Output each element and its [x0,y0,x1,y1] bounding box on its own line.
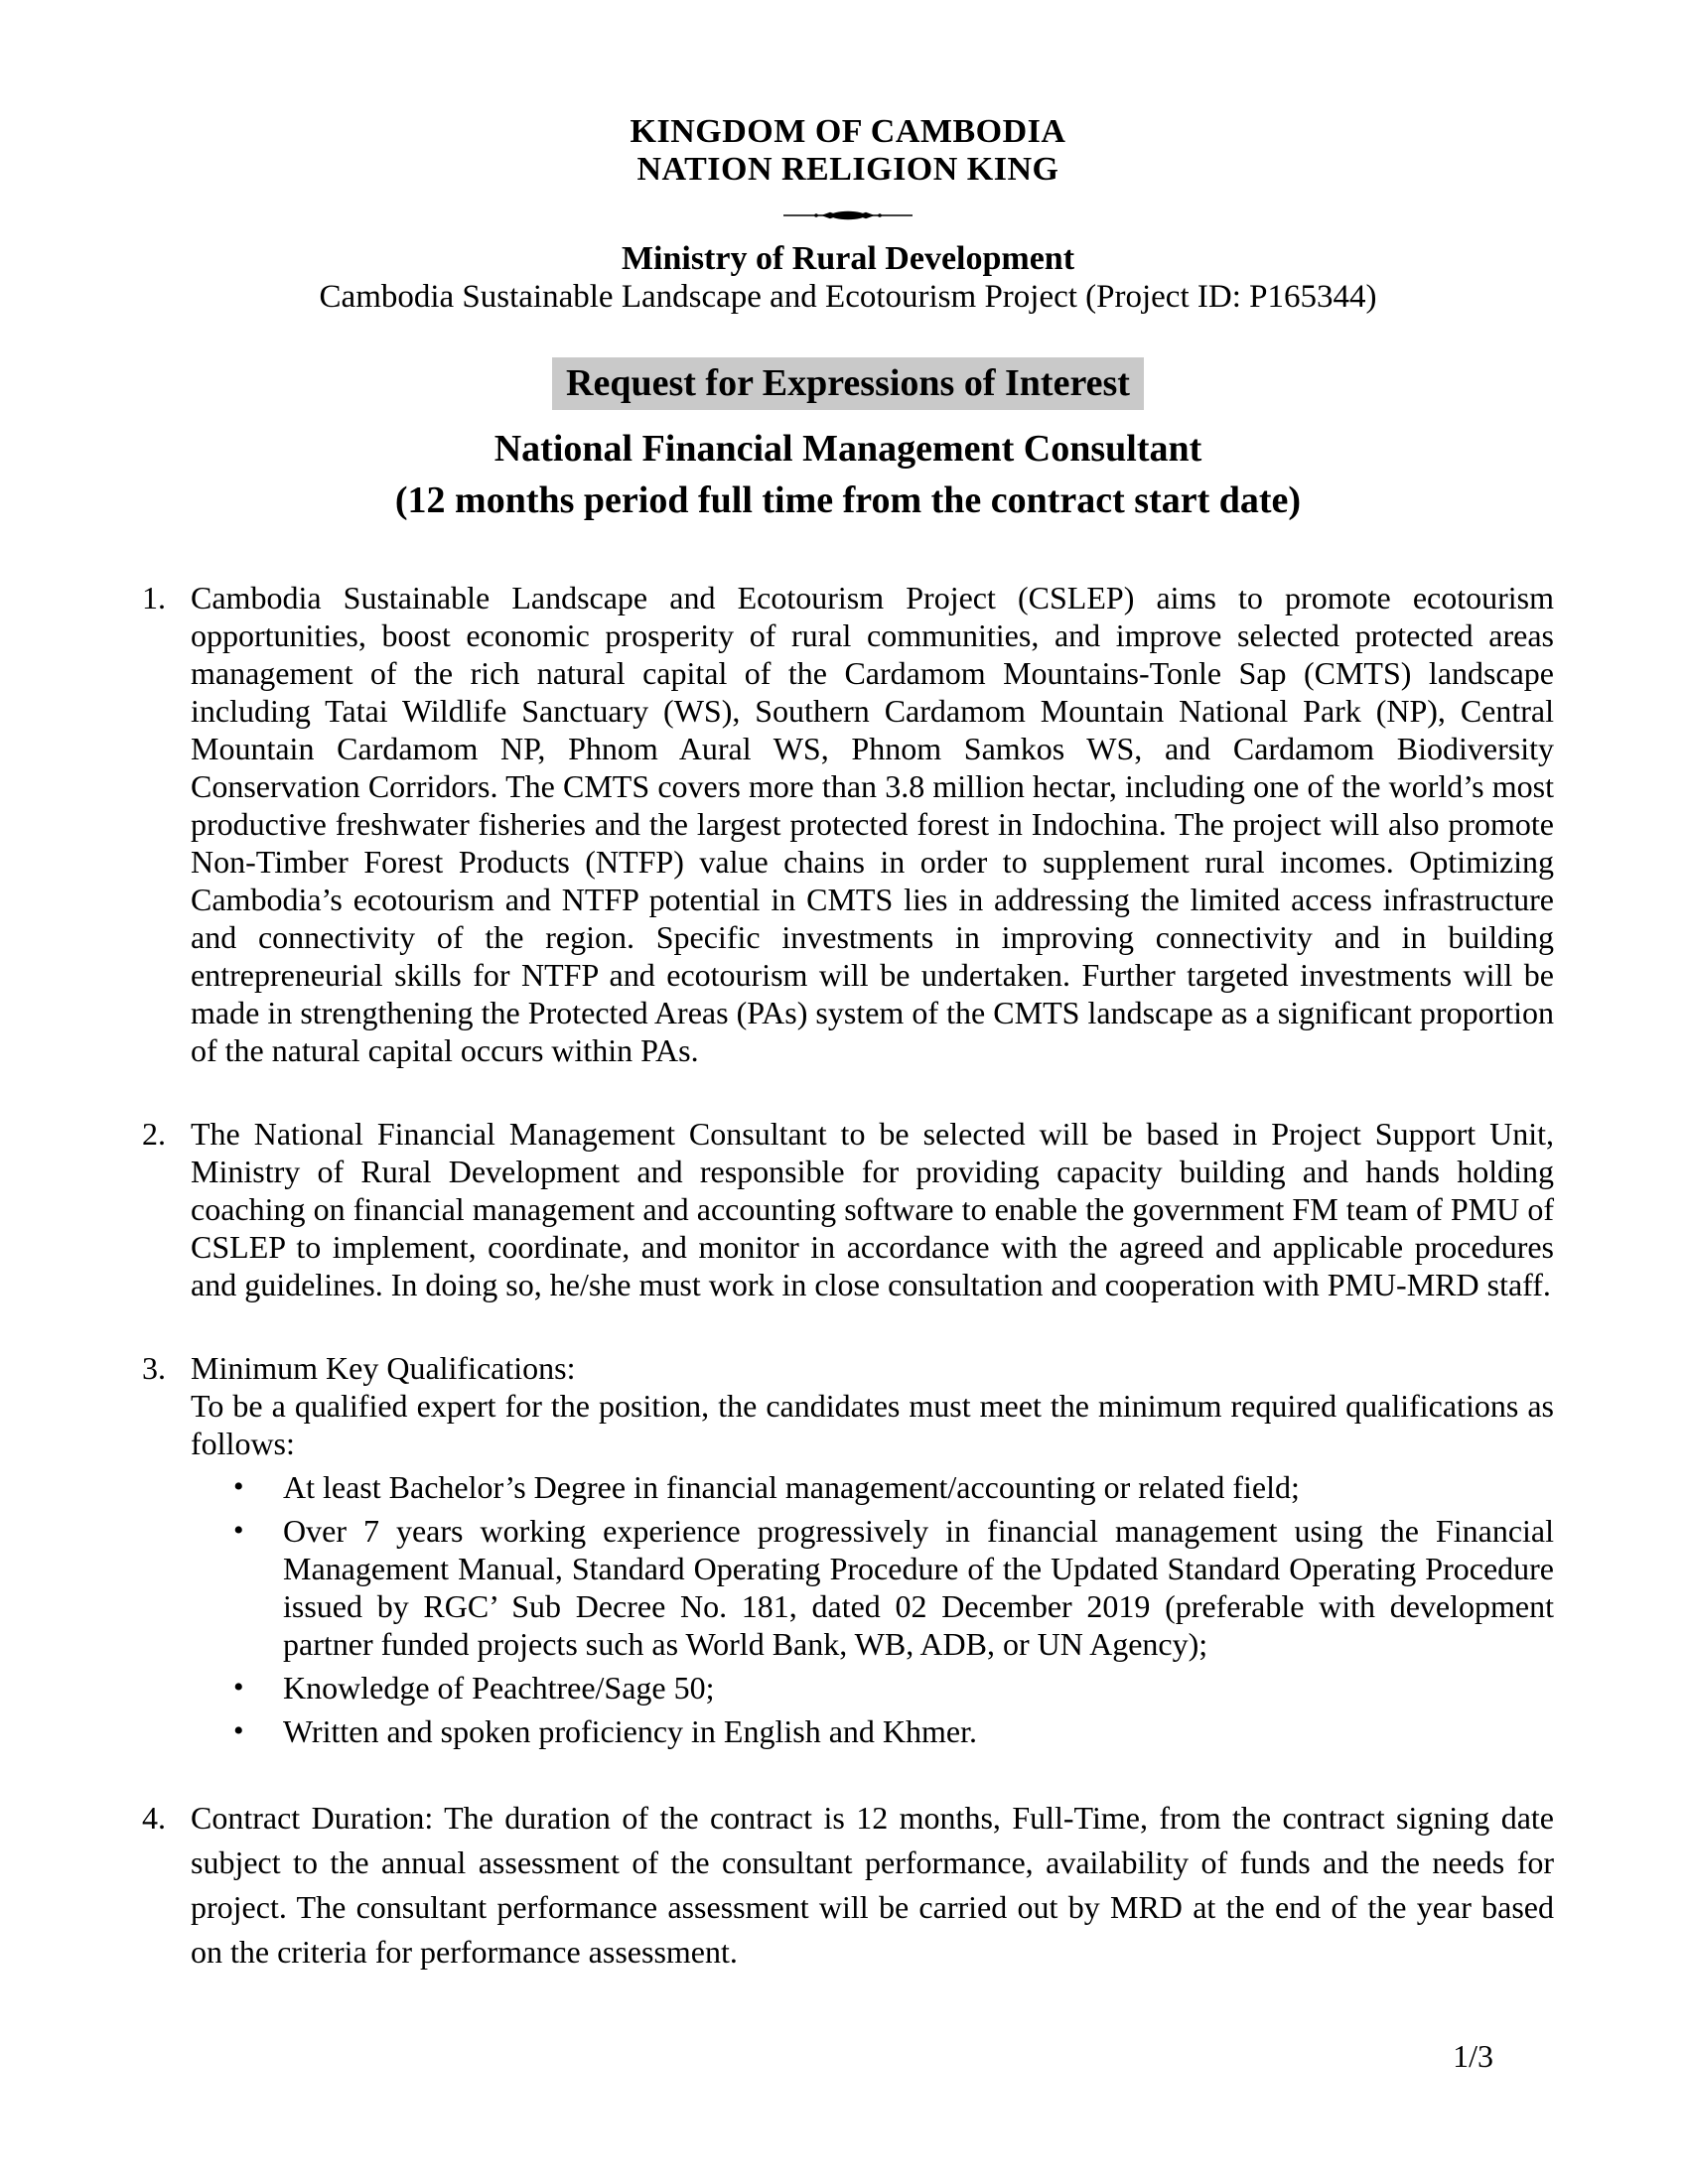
request-title-line [142,357,1554,414]
item-number: 2. [142,1116,166,1152]
header-divider [142,208,1554,222]
document-body [142,579,1554,1975]
divider-ornament-icon [783,208,913,222]
numbered-item-1 [142,579,1554,1069]
list-item [191,1669,1554,1706]
item-3-heading: Minimum Key Qualifications: [191,1350,576,1386]
list-item [191,1468,1554,1506]
qualification-text: Over 7 years working experience progressively in financial management using the Financial Management Manual, Standard Operating Procedure of the Updated Standard Operating Procedure issued by RGC’ Sub Decree No. 181, dated 02 December 2019 (preferable with development partner funded projects such as World Bank, WB, ADB, or UN Agency); [283,1513,1554,1662]
item-number: 4. [142,1800,166,1836]
bullet-icon: • [233,1671,244,1704]
numbered-item-4 [142,1796,1554,1975]
qualification-text: Knowledge of Peachtree/Sage 50; [283,1670,715,1706]
item-4-text: Contract Duration: The duration of the contract is 12 months, Full-Time, from the contract signing date subject to the annual assessment of the consultant performance, availability of funds and the needs for project. The consultant performance assessment will be carried out by MRD at the end of the year based on the criteria for performance assessment. [191,1800,1554,1970]
qualifications-list [191,1468,1554,1750]
duration-subtitle: (12 months period full time from the contract start date) [394,479,1302,521]
page-number: 1/3 [1453,2038,1493,2074]
qualification-text: Written and spoken proficiency in English and Khmer. [283,1713,977,1749]
item-3-intro: To be a qualified expert for the position, the candidates must meet the minimum required qualifications as follows: [191,1388,1554,1461]
numbered-item-3 [142,1349,1554,1750]
item-number: 3. [142,1350,166,1386]
document-header [142,0,1554,316]
list-item [191,1712,1554,1750]
item-1-text: Cambodia Sustainable Landscape and Ecotourism Project (CSLEP) aims to promote ecotourism opportunities, boost economic prosperity of rural communities, and improve selected protected areas management of the rich natural capital of the Cardamom Mountains-Tonle Sap (CMTS) landscape including Tatai Wildlife Sanctuary (WS), Southern Cardamom Mountain National Park (NP), Central Mountain Cardamom NP, Phnom Aural WS, Phnom Samkos WS, and Cardamom Biodiversity Conservation Corridors. The CMTS covers more than 3.8 million hectar, including one of the world’s most productive freshwater fisheries and the largest protected forest in Indochina. The project will also promote Non-Timber Forest Products (NTFP) value chains in order to supplement rural incomes. Optimizing Cambodia’s ecotourism and NTFP potential in CMTS lies in addressing the limited access infrastructure and connectivity of the region. Specific investments in improving connectivity and in building entrepreneurial skills for NTFP and ecotourism will be undertaken. Further targeted investments will be made in strengthening the Protected Areas (PAs) system of the CMTS landscape as a significant proportion of the natural capital occurs within PAs. [191,580,1554,1068]
ministry-title: Ministry of Rural Development [621,240,1075,277]
title-block [142,357,1554,523]
request-title-highlight: Request for Expressions of Interest [552,357,1144,410]
national-motto: NATION RELIGION KING [636,151,1059,188]
numbered-item-2 [142,1115,1554,1303]
qualification-text: At least Bachelor’s Degree in financial management/accounting or related field; [283,1469,1300,1505]
bullet-icon: • [233,1714,244,1747]
bullet-icon: • [233,1470,244,1503]
item-number: 1. [142,580,166,615]
kingdom-title: KINGDOM OF CAMBODIA [630,113,1066,150]
position-title: National Financial Management Consultant [493,428,1202,470]
list-item [191,1512,1554,1663]
bullet-icon: • [233,1514,244,1547]
project-line: Cambodia Sustainable Landscape and Ecotourism Project (Project ID: P165344) [319,279,1377,315]
item-2-text: The National Financial Management Consultant to be selected will be based in Project Support Unit, Ministry of Rural Development and responsible for providing capacity building and hands holding coaching on financial management and accounting software to enable the government FM team of PMU of CSLEP to implement, coordinate, and monitor in accordance with the agreed and applicable procedures and guidelines. In doing so, he/she must work in close consultation and cooperation with PMU-MRD staff. [191,1116,1554,1302]
